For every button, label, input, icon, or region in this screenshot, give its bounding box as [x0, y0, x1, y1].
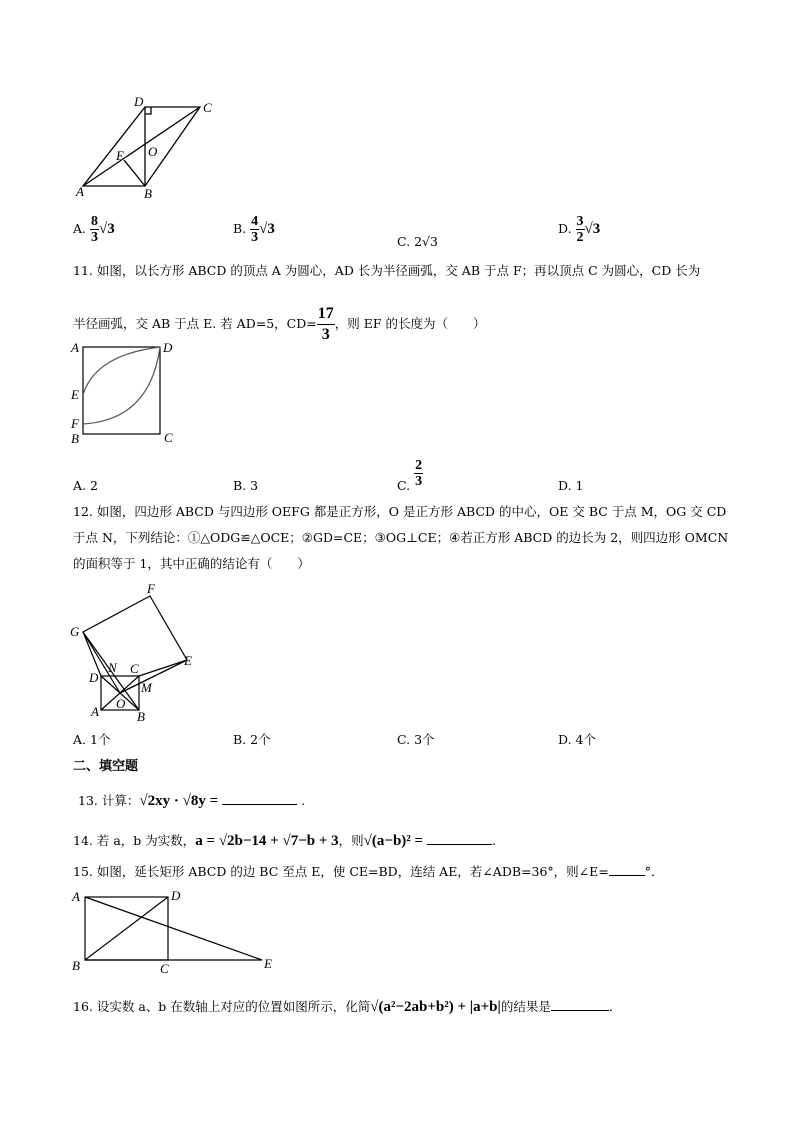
- fraction: $\frac{8}{3}$: [91, 214, 98, 245]
- label-C: C: [130, 661, 139, 676]
- q15: [73, 864, 664, 880]
- label-D: D: [171, 888, 181, 903]
- option-letter: D.: [558, 478, 572, 493]
- label-D: D: [134, 94, 144, 109]
- fraction: $\frac{3}{2}$: [576, 214, 584, 245]
- label-O: O: [148, 144, 158, 159]
- q11-text-line2: [73, 300, 485, 348]
- label-B: B: [137, 709, 145, 724]
- answer-blank[interactable]: [427, 844, 492, 845]
- option-text: 4个: [575, 732, 596, 747]
- label-C: C: [164, 430, 173, 445]
- label-E: E: [184, 653, 192, 668]
- q16-expression: √(a²−2ab+b²) + |a+b|: [370, 999, 501, 1015]
- q11-option-a[interactable]: [73, 478, 98, 494]
- option-text: 1个: [90, 732, 111, 747]
- label-E: E: [116, 148, 124, 163]
- option-text: 2个: [250, 732, 271, 747]
- q12-text-line1: 12. 如图，四边形 ABCD 与四边形 OEFG 都是正方形，O 是正方形 ABCD 的中心，OE 交 BC 于点 M，OG 交 CD: [73, 504, 727, 519]
- option-letter: B.: [233, 732, 247, 747]
- option-text: 1: [575, 478, 584, 493]
- label-A: A: [91, 704, 99, 719]
- option-letter: A.: [73, 221, 87, 236]
- q11-option-c[interactable]: [397, 458, 423, 493]
- label-F: F: [147, 581, 155, 596]
- q13: [78, 793, 305, 809]
- option-text: 3个: [414, 732, 435, 747]
- option-letter: D.: [558, 732, 572, 747]
- label-A: A: [76, 184, 84, 199]
- label-C: C: [203, 100, 212, 115]
- option-letter: A.: [73, 732, 87, 747]
- q12-text-line2: 于点 N，下列结论：①△ODG≌△OCE；②GD=CE；③OG⊥CE；④若正方形 ABCD 的边长为 2，则四边形 OMCN: [73, 530, 729, 545]
- answer-blank[interactable]: [222, 804, 297, 805]
- label-D: D: [89, 670, 99, 685]
- q10-option-d[interactable]: [558, 214, 600, 245]
- q11-option-d[interactable]: [558, 478, 584, 494]
- q14-expression: a = √2b−14 + √7−b + 3: [195, 833, 339, 849]
- q14-mid: ，则: [338, 833, 364, 848]
- q15-suffix: °．: [644, 864, 664, 879]
- option-text: 2: [90, 478, 98, 493]
- q11-text: 半径画弧，交 AB 于点 E. 若 AD=5，CD=: [73, 316, 317, 331]
- label-E: E: [71, 387, 79, 402]
- q13-prefix: 13. 计算：: [78, 793, 140, 808]
- q12-option-a[interactable]: [73, 732, 110, 748]
- q10-option-c[interactable]: [397, 234, 438, 250]
- answer-blank[interactable]: [551, 1010, 609, 1011]
- q13-expression: √2xy · √8y =: [139, 793, 219, 809]
- label-B: B: [144, 186, 152, 201]
- q16: [73, 999, 613, 1015]
- label-M: M: [141, 680, 152, 695]
- q14-prefix: 14. 若 a，b 为实数，: [73, 833, 196, 848]
- q13-suffix: .: [301, 793, 306, 808]
- label-F: F: [71, 416, 79, 431]
- label-A: A: [71, 340, 79, 355]
- radical: √3: [259, 221, 275, 237]
- option-letter: D.: [558, 221, 572, 236]
- q12-option-d[interactable]: [558, 732, 596, 748]
- q12-option-b[interactable]: [233, 732, 271, 748]
- fraction: $\frac{2}{3}$: [415, 458, 423, 489]
- q14-expression2: √(a−b)² =: [363, 833, 424, 849]
- q11-option-b[interactable]: [233, 478, 258, 494]
- option-letter: B.: [233, 221, 247, 236]
- option-letter: B.: [233, 478, 247, 493]
- q15-text: 15. 如图，延长矩形 ABCD 的边 BC 至点 E，使 CE=BD，连结 AE，若∠ADB=36°，则∠E=: [73, 864, 609, 879]
- fraction: $\frac{4}{3}$: [251, 214, 259, 245]
- answer-blank[interactable]: [609, 875, 645, 876]
- label-N: N: [108, 660, 117, 675]
- q14-suffix: .: [492, 833, 497, 848]
- q12-option-c[interactable]: [397, 732, 435, 748]
- option-letter: C.: [397, 234, 411, 249]
- q16-prefix: 16. 设实数 a、b 在数轴上对应的位置如图所示，化简: [73, 999, 371, 1014]
- q14: [73, 833, 496, 849]
- label-O: O: [116, 696, 126, 711]
- q12-text-line3: 的面积等于 1，其中正确的结论有（ ）: [73, 556, 310, 571]
- q11-text: ，则 EF 的长度为（ ）: [334, 316, 486, 331]
- option-letter: C.: [397, 478, 411, 493]
- label-C: C: [160, 961, 169, 976]
- q10-option-a[interactable]: [73, 214, 115, 245]
- q11-text-line1: 11. 如图，以长方形 ABCD 的顶点 A 为圆心，AD 长为半径画弧，交 AB 于点 F；再以顶点 C 为圆心，CD 长为: [73, 263, 701, 278]
- option-letter: C.: [397, 732, 411, 747]
- label-G: G: [70, 624, 80, 639]
- q10-option-b[interactable]: [233, 214, 275, 245]
- q16-end: .: [608, 999, 613, 1014]
- radical: √3: [584, 221, 601, 237]
- label-B: B: [72, 958, 80, 973]
- label-E: E: [264, 956, 272, 971]
- section-heading: 二、填空题: [73, 759, 139, 774]
- label-A: A: [72, 889, 80, 904]
- fraction-17-3: $\frac{17}{3}$: [317, 305, 334, 343]
- radical: √3: [99, 221, 115, 237]
- option-letter: A.: [73, 478, 87, 493]
- q16-suffix: 的结果是: [500, 999, 551, 1014]
- label-B: B: [71, 431, 79, 446]
- label-D: D: [163, 340, 173, 355]
- option-text: 2√3: [414, 234, 438, 249]
- option-text: 3: [250, 478, 259, 493]
